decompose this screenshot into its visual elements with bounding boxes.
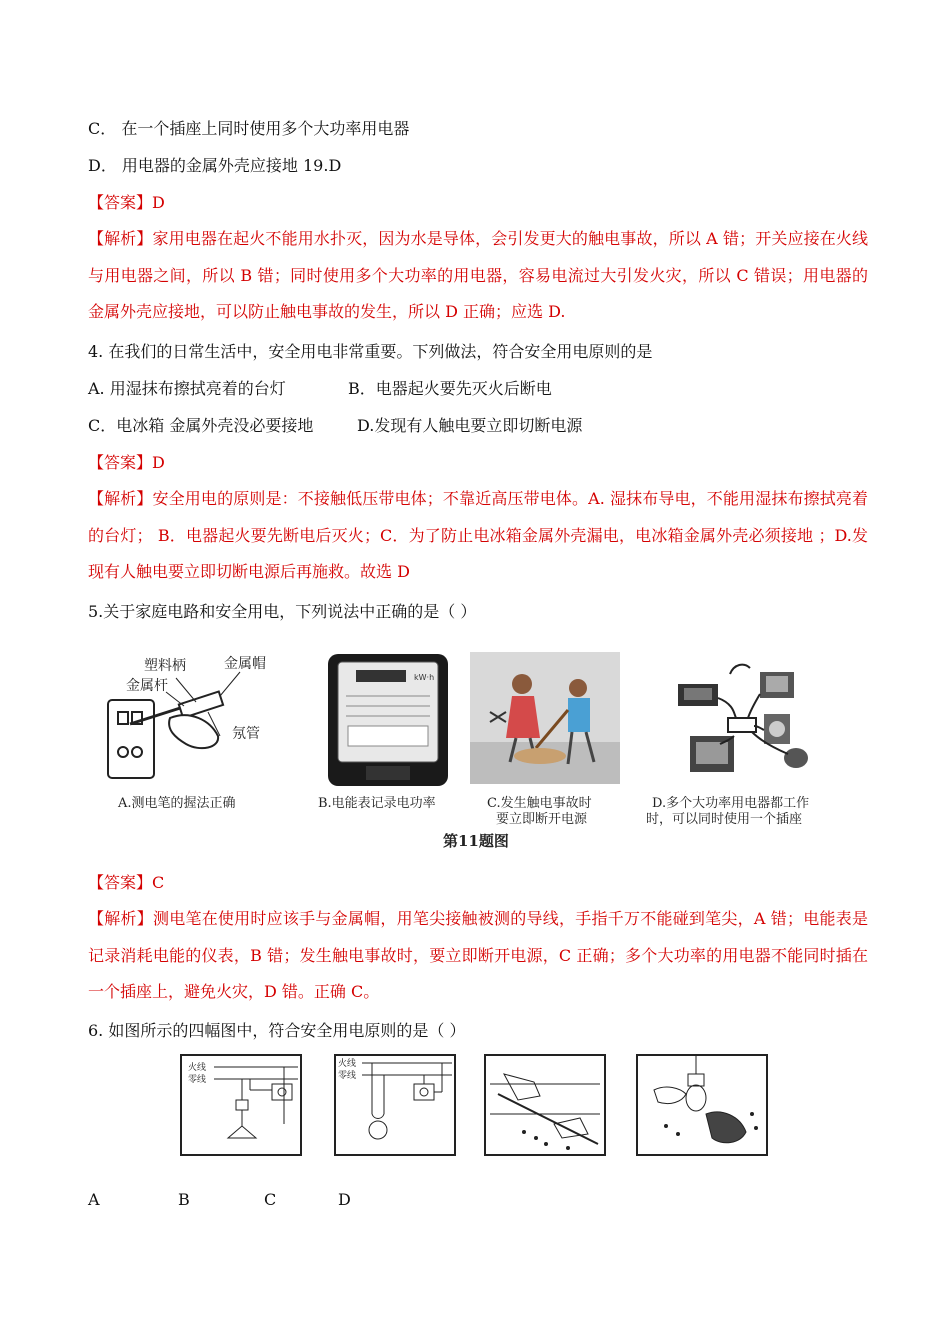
q6-circuit-a [180, 1054, 302, 1156]
q4-option-a: A. 用湿抹布擦拭亮着的台灯 [88, 379, 286, 398]
shock-rescue-illustration [470, 652, 620, 784]
q4-option-b: B．电器起火要先灭火后断电 [348, 379, 552, 398]
q5-caption-d1: D.多个大功率用电器都工作 [652, 796, 810, 811]
q5-caption-d2: 时，可以同时使用一个插座 [646, 812, 803, 827]
meter-unit-text: kW·h [414, 673, 435, 682]
q6b-live-label: 火线 [338, 1059, 357, 1069]
q6-label-b: B [178, 1190, 190, 1209]
q4-stem: 4. 在我们的日常生活中，安全用电非常重要。下列做法，符合安全用电原则的是 [88, 342, 653, 361]
q6-wet-hands-wire [484, 1054, 606, 1156]
q5-answer: 【答案】C [88, 873, 165, 892]
q3-analysis: 【解析】家用电器在起火不能用水扑灭，因为水是导体，会引发更大的触电事故，所以 A 错；开关应接在火线与用电器之间，所以 B 错；同时使用多个大功率的用电器，容易电流过大引发火灾，所以 C 错误；用电器的金属外壳应接地，可以防止触电事故的发生，所以 D 正确；应选 D. [88, 229, 868, 321]
electric-meter-illustration [326, 652, 450, 788]
pen-label-metal-rod: 金属杆 [126, 678, 168, 694]
q6-label-c: C [264, 1190, 277, 1209]
pen-label-plastic-handle: 塑料柄 [144, 658, 186, 674]
q3-option-d: D． 用电器的金属外壳应接地 19.D [88, 156, 342, 175]
q6-wet-hands-bulb [636, 1054, 768, 1156]
q6a-neutral-label: 零线 [188, 1075, 207, 1085]
q5-caption-b: B.电能表记录电功率 [318, 796, 436, 811]
q6-label-a: A [88, 1190, 100, 1209]
q6-circuit-b [334, 1054, 456, 1156]
q4-analysis: 【解析】安全用电的原则是：不接触低压带电体；不靠近高压带电体。A. 湿抹布导电，不能用湿抹布擦拭亮着的台灯； B．电器起火要先断电后灭火；C．为了防止电冰箱金属外壳漏电，电冰箱金属外壳必须接地 ；D.发现有人触电要立即切断电源后再施救。故选 D [88, 489, 868, 581]
q4-answer: 【答案】D [88, 453, 165, 472]
q5-caption-a: A.测电笔的握法正确 [118, 796, 236, 811]
q5-stem: 5.关于家庭电路和安全用电，下列说法中正确的是（ ） [88, 602, 477, 621]
q5-caption-c1: C.发生触电事故时 [487, 796, 592, 811]
q6-label-d: D [338, 1190, 351, 1209]
q5-figure-title: 第11题图 [443, 832, 509, 850]
q5-analysis: 【解析】测电笔在使用时应该手与金属帽，用笔尖接触被测的导线，手指千万不能碰到笔尖，A 错；电能表是记录消耗电能的仪表，B 错；发生触电事故时，要立即断开电源，C 正确；多个大功率的用电器不能同时插在一个插座上，避免火灾，D 错。正确 C。 [88, 909, 868, 1001]
q3-answer: 【答案】D [88, 193, 165, 212]
q6a-live-label: 火线 [188, 1063, 207, 1073]
overloaded-socket-illustration [664, 654, 820, 788]
pen-label-neon-tube: 氖管 [232, 726, 260, 742]
q6-stem: 6. 如图所示的四幅图中，符合安全用电原则的是（ ） [88, 1021, 466, 1040]
q6b-neutral-label: 零线 [338, 1071, 357, 1081]
q4-option-d: D.发现有人触电要立即切断电源 [357, 416, 583, 435]
q4-option-c: C．电冰箱 金属外壳没必要接地 [88, 416, 314, 435]
pen-label-metal-cap: 金属帽 [224, 656, 266, 672]
q5-caption-c2: 要立即断开电源 [496, 812, 588, 827]
q3-option-c: C． 在一个插座上同时使用多个大功率用电器 [88, 119, 410, 138]
test-pen-illustration [100, 640, 280, 790]
